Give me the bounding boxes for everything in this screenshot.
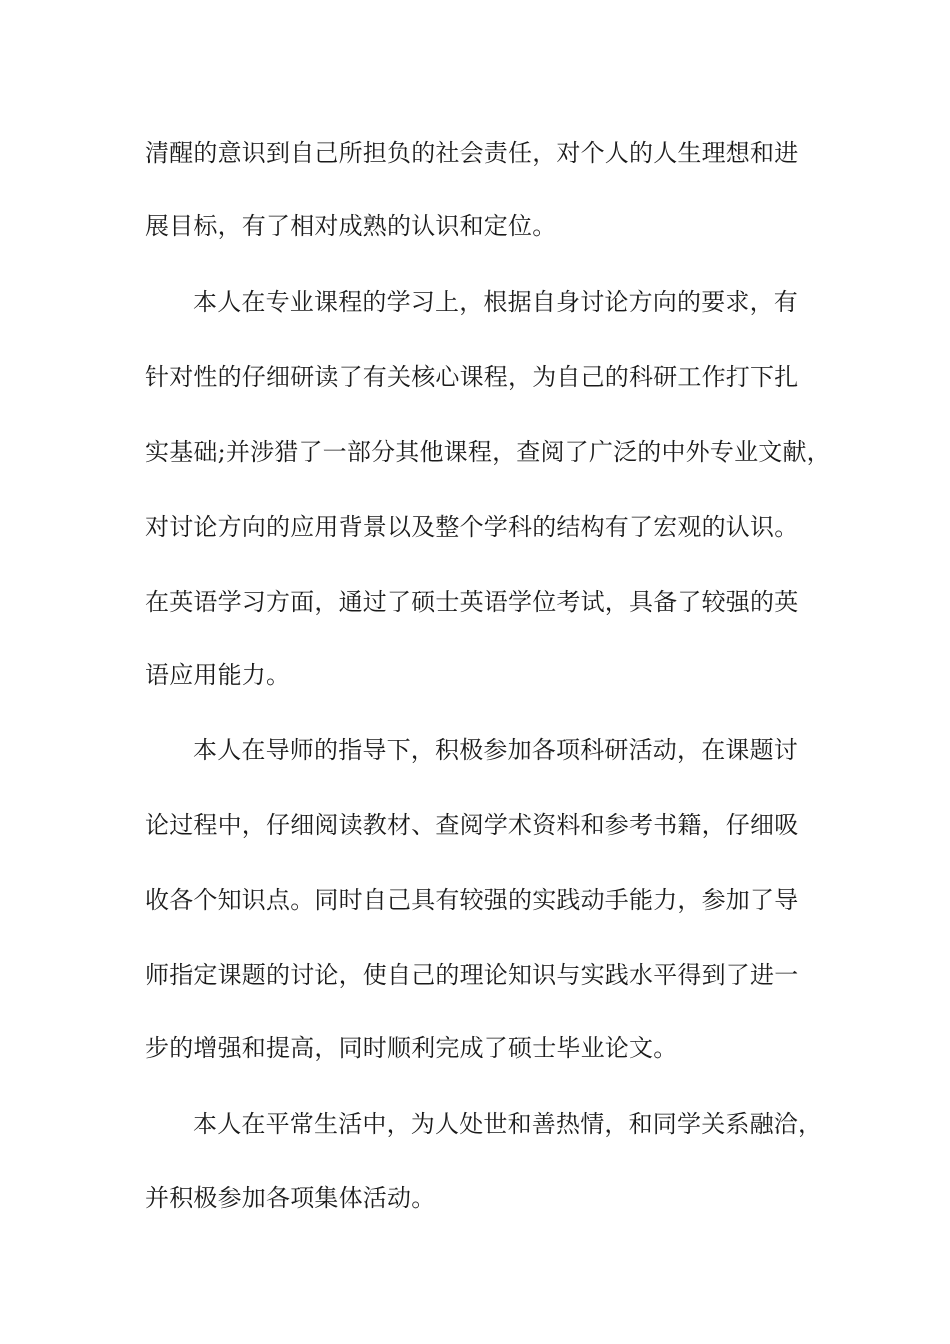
text-line: 针对性的仔细研读了有关核心课程，为自己的科研工作打下扎	[145, 363, 799, 391]
paragraph-start-line: 本人在平常生活中，为人处世和善热情，和同学关系融洽，	[193, 1110, 823, 1138]
text-line: 收各个知识点。同时自己具有较强的实践动手能力，参加了导	[145, 886, 799, 914]
text-line: 实基础;并涉猎了一部分其他课程，查阅了广泛的中外专业文献，	[145, 438, 831, 466]
text-line: 并积极参加各项集体活动。	[145, 1184, 436, 1212]
text-line: 在英语学习方面，通过了硕士英语学位考试，具备了较强的英	[145, 588, 799, 616]
text-line: 步的增强和提高，同时顺利完成了硕士毕业论文。	[145, 1034, 678, 1062]
text-line: 语应用能力。	[145, 661, 291, 689]
paragraph-start-line: 本人在专业课程的学习上，根据自身讨论方向的要求，有	[193, 288, 798, 316]
text-line: 师指定课题的讨论，使自己的理论知识与实践水平得到了进一	[145, 961, 799, 989]
text-line: 对讨论方向的应用背景以及整个学科的结构有了宏观的认识。	[145, 513, 799, 541]
text-line: 论过程中，仔细阅读教材、查阅学术资料和参考书籍，仔细吸	[145, 811, 799, 839]
paragraph-start-line: 本人在导师的指导下，积极参加各项科研活动，在课题讨	[193, 736, 798, 764]
text-line: 清醒的意识到自己所担负的社会责任，对个人的人生理想和进	[145, 139, 799, 167]
text-line: 展目标，有了相对成熟的认识和定位。	[145, 212, 557, 240]
